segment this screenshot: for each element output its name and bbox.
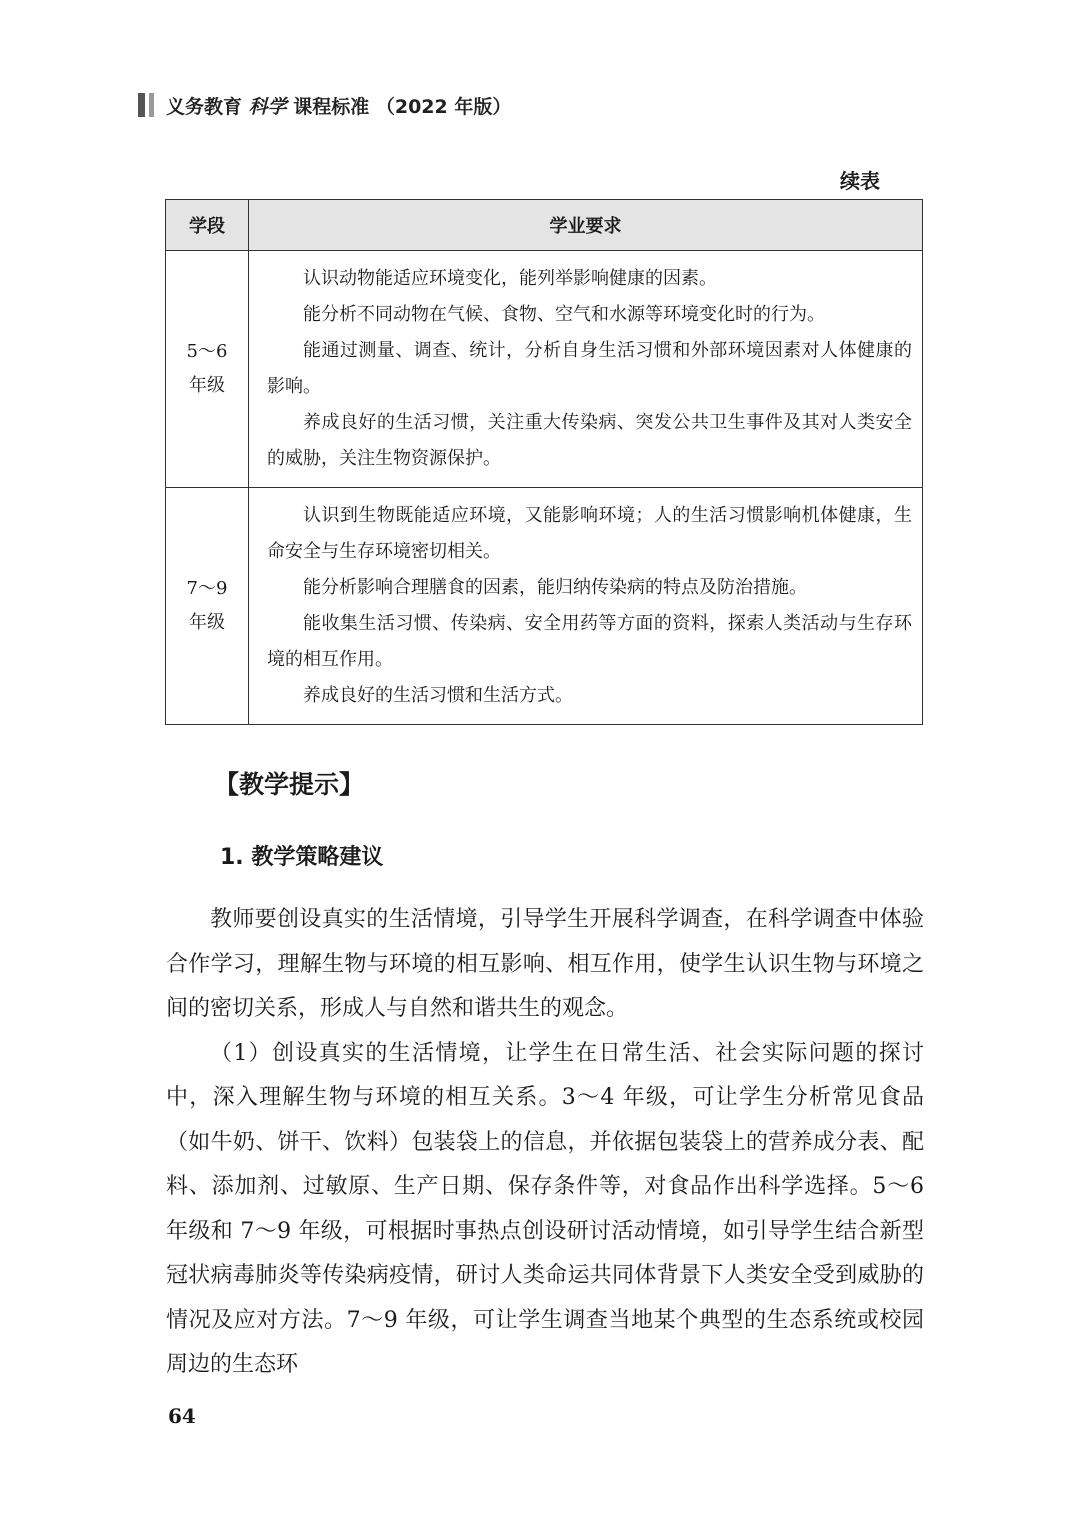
page-number: 64 — [168, 1404, 196, 1428]
header-title-italic: 科学 — [248, 95, 287, 118]
header-title-part1: 义务教育 — [166, 95, 249, 118]
stage-grade: 年级 — [189, 375, 225, 396]
requirements-cell — [249, 488, 923, 725]
requirement-item: 能分析不同动物在气候、食物、空气和水源等环境变化时的行为。 — [303, 304, 825, 325]
requirement-item: 养成良好的生活习惯和生活方式。 — [303, 685, 573, 706]
column-header-stage: 学段 — [166, 200, 249, 251]
requirement-item: 能收集生活习惯、传染病、安全用药等方面的资料，探索人类活动与生存环境的相互作用。 — [267, 613, 912, 670]
stage-range: 5～6 — [186, 341, 228, 362]
paragraph: （1）创设真实的生活情境，让学生在日常生活、社会实际问题的探讨中，深入理解生物与环境的相互关系。3～4 年级，可让学生分析常见食品（如牛奶、饼干、饮料）包装袋上的信息，并依据包装袋上的营养成分表、配料、添加剂、过敏原、生产日期、保存条件等，对食品作出科学选择。5～6 年级和 7～9 年级，可根据时事热点创设研讨活动情境，如引导学生结合新型冠状病毒肺炎等传染病疫情，研讨人类命运共同体背景下人类安全受到威胁的情况及应对方法。7～9 年级，可让学生调查当地某个典型的生态系统或校园周边的生态环 — [166, 1040, 924, 1377]
requirement-item: 养成良好的生活习惯，关注重大传染病、突发公共卫生事件及其对人类安全的威胁，关注生物资源保护。 — [267, 412, 912, 469]
stage-cell — [166, 251, 249, 488]
requirement-item: 能通过测量、调查、统计，分析自身生活习惯和外部环境因素对人体健康的影响。 — [267, 340, 912, 397]
body-text — [166, 898, 924, 1388]
stage-range: 7～9 — [186, 578, 228, 599]
header-bar-icon — [138, 93, 145, 117]
header-title-part2: 课程标准 （2022 年版） — [286, 95, 512, 118]
section-title: 【教学提示】 — [214, 770, 365, 799]
table-row — [166, 251, 923, 488]
header-title — [166, 92, 511, 119]
table-header-row — [166, 200, 923, 251]
requirements-table — [165, 199, 923, 725]
continued-label: 续表 — [840, 169, 880, 193]
running-header — [138, 92, 511, 118]
requirement-item: 认识动物能适应环境变化，能列举影响健康的因素。 — [303, 268, 717, 289]
table-row — [166, 488, 923, 725]
requirement-item: 能分析影响合理膳食的因素，能归纳传染病的特点及防治措施。 — [303, 577, 807, 598]
stage-cell — [166, 488, 249, 725]
requirements-cell — [249, 251, 923, 488]
paragraph: 教师要创设真实的生活情境，引导学生开展科学调查，在科学调查中体验合作学习，理解生物与环境的相互影响、相互作用，使学生认识生物与环境之间的密切关系，形成人与自然和谐共生的观念。 — [166, 907, 924, 1021]
stage-grade: 年级 — [189, 612, 225, 633]
column-header-requirements: 学业要求 — [249, 200, 923, 251]
requirement-item: 认识到生物既能适应环境，又能影响环境；人的生活习惯影响机体健康，生命安全与生存环境密切相关。 — [267, 505, 912, 562]
header-bar-light-icon — [149, 93, 154, 117]
subsection-title: 1. 教学策略建议 — [220, 845, 384, 870]
